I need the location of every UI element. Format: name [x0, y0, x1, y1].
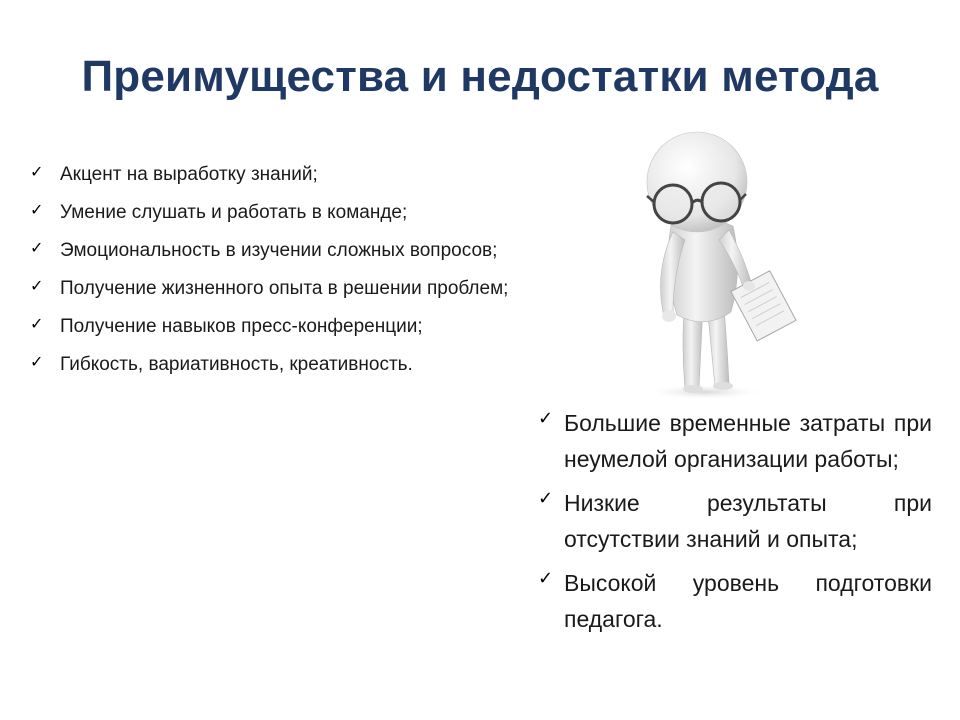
list-item-text: Высокой уровень подготовки педагога. — [564, 570, 932, 632]
list-item-text: Умение слушать и работать в команде; — [60, 202, 408, 223]
person-illustration — [615, 130, 815, 400]
list-item-text: Эмоциональность в изучении сложных вопросов; — [60, 240, 498, 261]
page-title: Преимущества и недостатки метода — [81, 52, 879, 101]
list-item — [30, 198, 520, 228]
list-item — [538, 405, 932, 477]
check-icon: ✓ — [30, 238, 44, 257]
check-icon: ✓ — [30, 162, 44, 181]
list-item-text: Гибкость, вариативность, креативность. — [60, 354, 413, 375]
check-icon: ✓ — [538, 568, 554, 589]
list-item — [30, 236, 520, 266]
list-item — [30, 350, 520, 380]
check-icon: ✓ — [538, 488, 554, 509]
list-item — [30, 274, 520, 304]
check-icon: ✓ — [538, 408, 554, 429]
list-item-text: Получение навыков пресс-конференции; — [60, 316, 423, 337]
list-item — [538, 485, 932, 557]
person-with-glasses-icon — [615, 130, 815, 400]
list-item-text: Низкие результаты при отсутствии знаний и опыта; — [564, 490, 932, 552]
list-item — [30, 160, 520, 190]
list-item — [538, 565, 932, 637]
check-icon: ✓ — [30, 352, 44, 371]
advantages-list — [30, 160, 520, 388]
list-item-text: Получение жизненного опыта в решении проблем; — [60, 278, 509, 299]
check-icon: ✓ — [30, 314, 44, 333]
list-item-text: Акцент на выработку знаний; — [60, 164, 318, 185]
list-item — [30, 312, 520, 342]
check-icon: ✓ — [30, 200, 44, 219]
disadvantages-list — [538, 405, 932, 645]
check-icon: ✓ — [30, 276, 44, 295]
list-item-text: Большие временные затраты при неумелой организации работы; — [564, 410, 932, 472]
